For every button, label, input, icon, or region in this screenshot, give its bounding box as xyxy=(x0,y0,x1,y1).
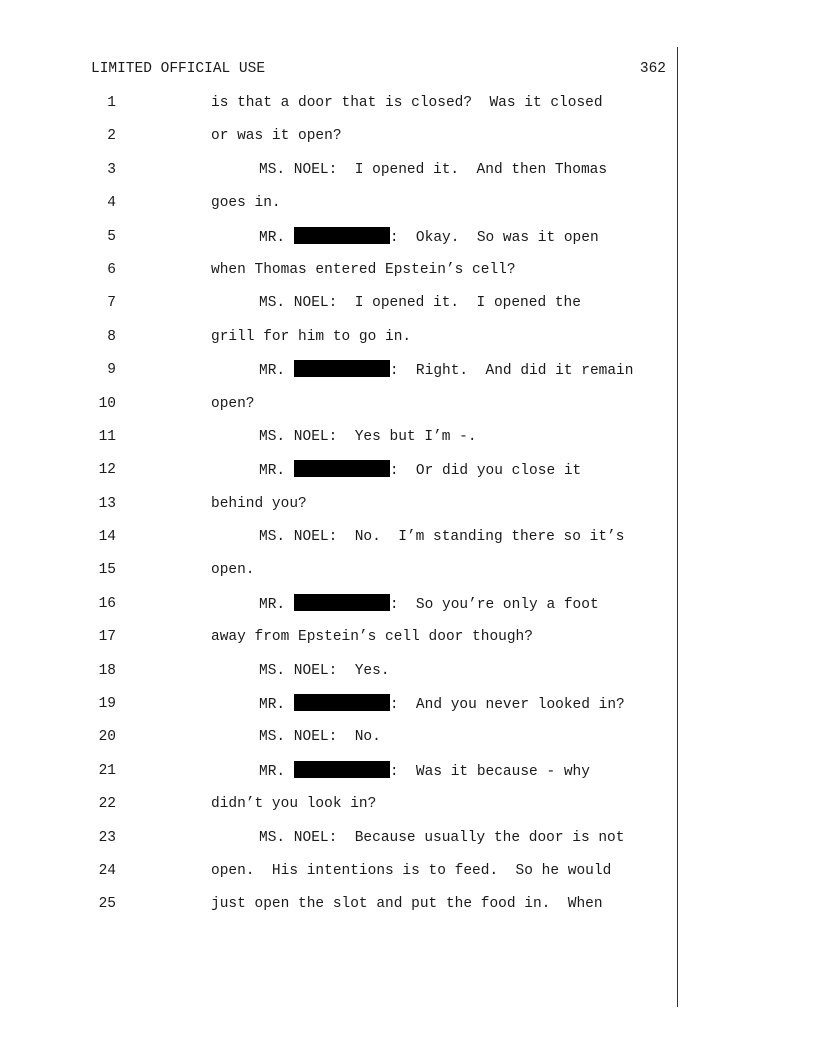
line-text: MS. NOEL: Because usually the door is not xyxy=(259,829,625,846)
line-number: 10 xyxy=(98,395,116,412)
line-text: : Was it because - why xyxy=(389,763,590,780)
speaker-prefix: MR. xyxy=(259,463,294,480)
line-number: 6 xyxy=(107,261,116,278)
line-text: goes in. xyxy=(211,195,281,212)
line-text: MS. NOEL: No. xyxy=(259,729,381,746)
line-text: : Okay. So was it open xyxy=(389,229,599,246)
line-text: away from Epstein’s cell door though? xyxy=(211,629,533,646)
redaction-box xyxy=(294,460,390,477)
line-text: or was it open? xyxy=(211,128,342,145)
transcript-line xyxy=(0,727,816,760)
line-number: 24 xyxy=(98,862,116,879)
line-text: when Thomas entered Epstein’s cell? xyxy=(211,261,516,278)
speaker-prefix: MR. xyxy=(259,363,294,380)
transcript-body xyxy=(0,93,816,928)
line-text: open? xyxy=(211,395,255,412)
line-text-with-redaction xyxy=(259,227,599,248)
line-number: 11 xyxy=(98,428,116,445)
line-number: 20 xyxy=(98,729,116,746)
transcript-line xyxy=(0,694,816,727)
line-text-with-redaction xyxy=(259,694,625,715)
transcript-line xyxy=(0,761,816,794)
transcript-line xyxy=(0,527,816,560)
line-number: 22 xyxy=(98,796,116,813)
line-number: 16 xyxy=(98,595,116,612)
line-text: : So you’re only a foot xyxy=(389,596,599,613)
transcript-line xyxy=(0,126,816,159)
line-number: 17 xyxy=(98,629,116,646)
line-text: : Or did you close it xyxy=(389,463,582,480)
line-number: 8 xyxy=(107,328,116,345)
transcript-line xyxy=(0,627,816,660)
transcript-line xyxy=(0,861,816,894)
transcript-line xyxy=(0,293,816,326)
speaker-prefix: MR. xyxy=(259,229,294,246)
redaction-box xyxy=(294,227,390,244)
line-number: 7 xyxy=(107,295,116,312)
line-text: just open the slot and put the food in. When xyxy=(211,896,603,913)
transcript-line xyxy=(0,160,816,193)
line-number: 12 xyxy=(98,462,116,479)
line-text-with-redaction xyxy=(259,460,581,481)
line-number: 13 xyxy=(98,495,116,512)
line-number: 14 xyxy=(98,529,116,546)
line-number: 25 xyxy=(98,896,116,913)
line-number: 1 xyxy=(107,95,116,111)
line-text: MS. NOEL: I opened it. I opened the xyxy=(259,295,581,312)
line-number: 15 xyxy=(98,562,116,579)
line-text: open. xyxy=(211,562,255,579)
transcript-line xyxy=(0,427,816,460)
line-number: 2 xyxy=(107,128,116,145)
transcript-line xyxy=(0,394,816,427)
transcript-line xyxy=(0,828,816,861)
line-text-with-redaction xyxy=(259,594,599,615)
page-header xyxy=(91,61,666,81)
line-number: 18 xyxy=(98,662,116,679)
transcript-line xyxy=(0,460,816,493)
line-number: 21 xyxy=(98,762,116,779)
line-text: grill for him to go in. xyxy=(211,328,412,345)
redaction-box xyxy=(294,694,390,711)
line-text: behind you? xyxy=(211,495,307,512)
line-text: is that a door that is closed? Was it closed xyxy=(211,95,603,111)
transcript-line xyxy=(0,93,816,126)
line-text: : And you never looked in? xyxy=(389,697,625,714)
line-number: 3 xyxy=(107,161,116,178)
line-number: 5 xyxy=(107,228,116,245)
transcript-line xyxy=(0,594,816,627)
line-text: MS. NOEL: Yes but I’m -. xyxy=(259,428,477,445)
speaker-prefix: MR. xyxy=(259,596,294,613)
transcript-line xyxy=(0,193,816,226)
redaction-box xyxy=(294,360,390,377)
line-text-with-redaction xyxy=(259,360,633,381)
line-number: 9 xyxy=(107,362,116,379)
speaker-prefix: MR. xyxy=(259,697,294,714)
transcript-line xyxy=(0,560,816,593)
transcript-line xyxy=(0,260,816,293)
transcript-line xyxy=(0,227,816,260)
redaction-box xyxy=(294,761,390,778)
transcript-line xyxy=(0,494,816,527)
page-number: 362 xyxy=(639,61,666,77)
line-text: MS. NOEL: Yes. xyxy=(259,662,390,679)
redaction-box xyxy=(294,594,390,611)
line-text: : Right. And did it remain xyxy=(389,363,634,380)
transcript-line xyxy=(0,794,816,827)
line-text: didn’t you look in? xyxy=(211,796,377,813)
line-number: 23 xyxy=(98,829,116,846)
transcript-line xyxy=(0,894,816,927)
line-text: MS. NOEL: I opened it. And then Thomas xyxy=(259,161,608,178)
transcript-line xyxy=(0,327,816,360)
line-number: 4 xyxy=(107,195,116,212)
line-number: 19 xyxy=(98,696,116,713)
transcript-line xyxy=(0,661,816,694)
line-text: open. His intentions is to feed. So he would xyxy=(211,862,612,879)
line-text-with-redaction xyxy=(259,761,590,782)
classification-label: LIMITED OFFICIAL USE xyxy=(91,61,266,77)
line-text: MS. NOEL: No. I’m standing there so it’s xyxy=(259,529,625,546)
transcript-line xyxy=(0,360,816,393)
speaker-prefix: MR. xyxy=(259,763,294,780)
